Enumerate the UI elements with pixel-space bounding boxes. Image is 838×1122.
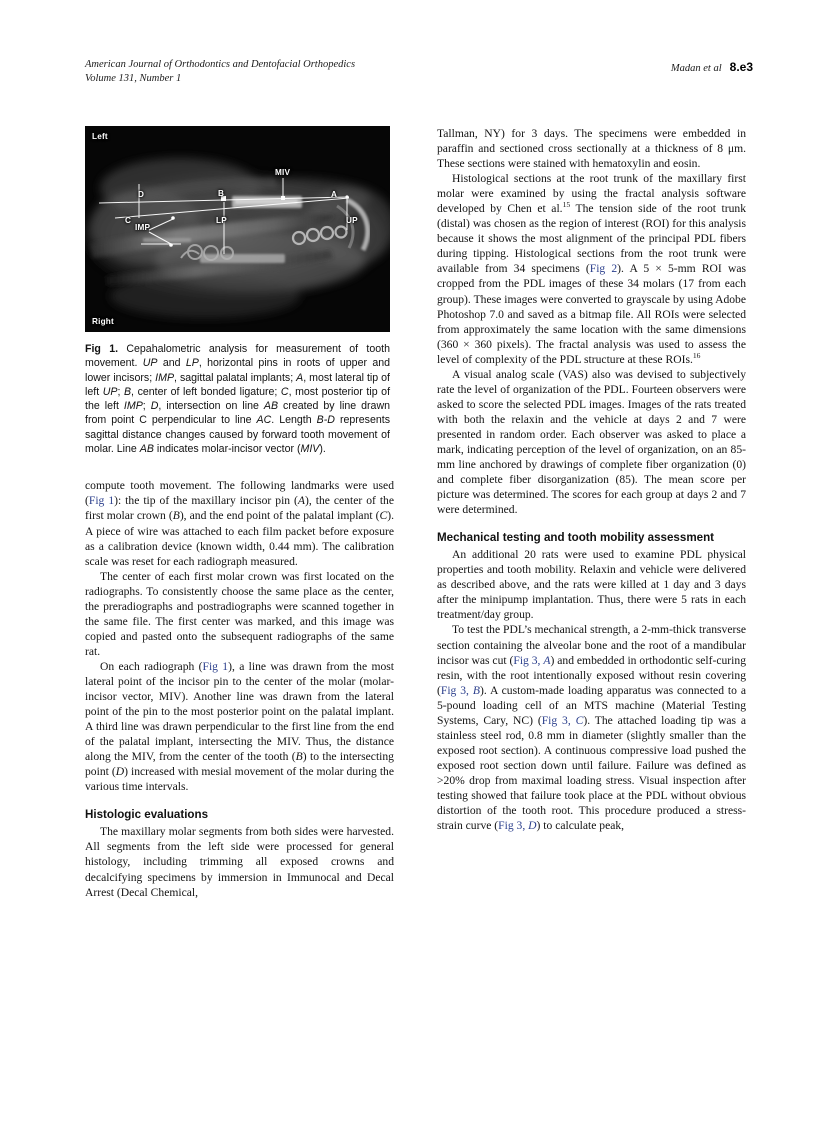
label-left: Left [92,132,108,141]
label-point-c: C [125,216,132,225]
running-head-left [85,58,355,85]
figure-label: Fig 1. [85,343,119,355]
paragraph: The center of each first molar crown was first located on the radiographs. To consistently choose the same place as the center, the preradiographs and postradiographs were scanned together in the same file. The first center was marked, and this image was copied and pasted onto the subsequent radiographs of the same rat. [85,569,394,658]
paragraph: compute tooth movement. The following landmarks were used (Fig 1): the tip of the maxillary incisor pin (A), the center of the first molar crown (B), and the end point of the palatal implant (C). A piece of wire was attached to each film packet before exposure as a calibration device (known width, 0.44 mm). The calibration scale was reset for each radiograph measured. [85,479,395,568]
section-heading: Mechanical testing and tooth mobility assessment [437,531,715,545]
label-imp: IMP [135,223,151,232]
label-miv: MIV [275,168,291,177]
running-head [85,58,753,88]
paragraph: On each radiograph (Fig 1), a line was drawn from the most lateral point of the incisor pin to the center of the molar (molar-incisor vector, MIV). Another line was drawn from the lateral point of the pin to the most posterior point on the palatal implant. A third line was drawn perpendicular to the first line from the end of the palatal implant, intersecting the MIV. Thus, the distance along the MIV, from the center of the tooth (B) to the intersecting point (D) increased with mesial movement of the molar during the various time intervals. [85,659,394,794]
running-head-right [671,58,753,76]
left-column [85,126,394,900]
radiograph-image [85,126,390,332]
figure-caption [85,342,390,456]
volume-issue: Volume 131, Number 1 [85,72,182,84]
figure-caption-text: Cepahalometric analysis for measurement of tooth movement. UP and LP, horizontal pins in roots of upper and lower incisors; IMP, sagittal palatal implants; A, most lateral tip of left UP; B, center of left bonded ligature; C, most posterior tip of the left IMP; D, intersection on line AB created by line drawn from point C perpendicular to line AC. Length B-D represents sagittal distance changes caused by forward tooth movement of molar. Line AB indicates molar-incisor vector (MIV). [85,343,391,456]
figure-1 [85,126,390,456]
label-lp: LP [216,216,227,225]
label-right: Right [92,317,114,326]
paragraph: To test the PDL’s mechanical strength, a 2-mm-thick transverse section containing the alveolar bone and the root of a mandibular incisor was cut (Fig 3, A) and embedded in orthodontic self-curing resin, with the root intentionally exposed without resin covering (Fig 3, B). A custom-made loading apparatus was connected to a 5-pound loading cell of an MTS machine (Material Testing Systems, Cary, NC) (Fig 3, C). The attached loading tip was a stainless steel rod, 0.8 mm in diameter (slightly smaller than the exposed root section). A continuous compressive load pushed the exposed root section down until failure. Failure was defined as >20% drop from maximal loading stress. Visual inspection after testing showed that failure took place at the PDL without obvious distortion of the tooth root. This procedure produced a stress-strain curve (Fig 3, D) to calculate peak, [437,623,747,833]
label-point-d: D [138,190,145,199]
label-up: UP [346,216,358,225]
paragraph: Histological sections at the root trunk of the maxillary first molar were examined by using the fractal analysis software developed by Chen et al.$^{15}$ The tension side of the root trunk (distal) was chosen as the region of interest (ROI) for this analysis because it shows the most alignment of the principal PDL fibers during tipping. Histological sections from the root trunk were available from 34 specimens (Fig 2). A 5 × 5-mm ROI was cropped from the PDL images of these 34 molars (17 from each group). These images were converted to grayscale by using Adobe Photoshop 7.0 and saved as a bitmap file. All ROIs were selected from approximately the same location with the same dimensions (360 × 360 pixels). The fractal analysis was used to assess the level of complexity of the PDL structure at these ROIs.$^{16}$ [437,172,746,366]
page-number: 8.e3 [729,60,753,74]
right-column [437,126,746,833]
paragraph: An additional 20 rats were used to examine PDL physical properties and tooth mobility. Relaxin and vehicle were delivered as described above, and the rats were killed at 1 day and 3 days after the minipump implantation. Thus, there were 5 rats in each treatment/day group. [437,548,746,622]
authors-short: Madan et al [670,63,722,74]
paragraph: Tallman, NY) for 3 days. The specimens were embedded in paraffin and sectioned cross sectionally at a thickness of 8 μm. These sections were stained with hematoxylin and eosin. [437,127,746,171]
right-column-body [437,126,746,833]
label-point-b: B [218,189,225,198]
left-column-body [85,478,394,899]
rat-skull-radiograph [85,126,390,332]
journal-title: American Journal of Orthodontics and Dentofacial Orthopedics [85,59,356,70]
paragraph: The maxillary molar segments from both sides were harvested. All segments from the left side were processed for general histology, including trimming all exposed crowns and decalcifying specimens by immersion in Immunocal and Decal Arrest (Decal Chemical, [85,825,394,899]
paragraph: A visual analog scale (VAS) also was devised to subjectively rate the level of organization of the PDL. Fourteen observers were asked to score the selected PDL images. Images of the rats treated with both the relaxin and the vehicle at days 2 and 7 were presented in random order. Each observer was asked to place a mark, indicating perception of the level of organization, on an 85-mm line anchored by drawings of complete fiber organization (0) and complete fiber disorganization (85). The mean score per picture was determined. The scores for each group at days 2 and 7 were determined. [437,367,746,517]
section-heading: Histologic evaluations [85,808,209,822]
label-point-a: A [331,190,338,199]
